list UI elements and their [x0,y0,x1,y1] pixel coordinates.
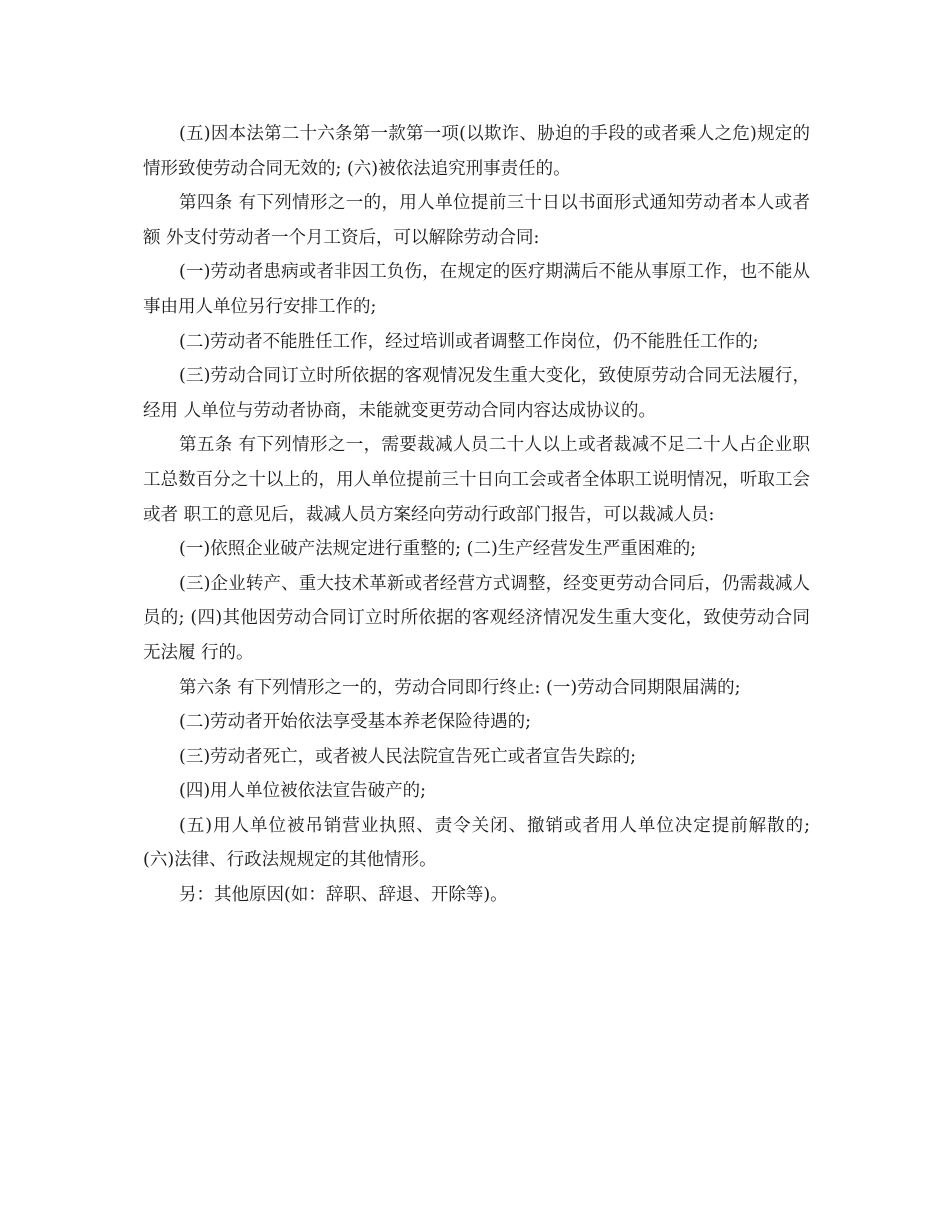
paragraph-article-6: 第六条 有下列情形之一的，劳动合同即行终止: (一)劳动合同期限届满的; [179,677,741,698]
paragraph-article-5: 第五条 有下列情形之一，需要裁减人员二十人以上或者裁减不足二十人占企业职 工总数百分之十以上的，用人单位提前三十日向工会或者全体职工说明情况，听取工会或者 职工的意见后，裁减人员方案经向劳动行政部门报告，可以裁减人员: [143,435,810,525]
paragraph-article-4: 第四条 有下列情形之一的，用人单位提前三十日以书面形式通知劳动者本人或者额 外支付劳动者一个月工资后，可以解除劳动合同: [143,193,810,248]
paragraph-article-6-item-4: (四)用人单位被依法宣告破产的; [179,781,427,802]
paragraph-article-4-item-1: (一)劳动者患病或者非因工负伤，在规定的医疗期满后不能从事原工作，也不能从事由用人单位另行安排工作的; [143,262,810,317]
paragraph-article-4-item-3: (三)劳动合同订立时所依据的客观情况发生重大变化，致使原劳动合同无法履行，经用 人单位与劳动者协商，未能就变更劳动合同内容达成协议的。 [143,366,810,421]
paragraph-article-4-item-2: (二)劳动者不能胜任工作，经过培训或者调整工作岗位，仍不能胜任工作的; [179,331,759,352]
paragraph-article-6-items-5-6: (五)用人单位被吊销营业执照、责令关闭、撤销或者用人单位决定提前解散的; (六)法律、行政法规规定的其他情形。 [143,815,810,871]
paragraph-article-5-items-3-4: (三)企业转产、重大技术革新或者经营方式调整，经变更劳动合同后，仍需裁减人员的; (四)其他因劳动合同订立时所依据的客观经济情况发生重大变化，致使劳动合同无法履 行的。 [143,573,810,663]
paragraph-other-reasons: 另：其他原因(如：辞职、辞退、开除等)。 [179,885,508,906]
paragraph-article-6-item-3: (三)劳动者死亡，或者被人民法院宣告死亡或者宣告失踪的; [179,746,637,767]
paragraph-clause-5-6: (五)因本法第二十六条第一款第一项(以欺诈、胁迫的手段的或者乘人之危)规定的情形致使劳动合同无效的; (六)被依法追究刑事责任的。 [143,124,810,179]
document-body [143,117,810,913]
paragraph-article-6-item-2: (二)劳动者开始依法享受基本养老保险待遇的; [179,712,532,733]
paragraph-article-5-items-1-2: (一)依照企业破产法规定进行重整的; (二)生产经营发生严重困难的; [179,539,697,560]
